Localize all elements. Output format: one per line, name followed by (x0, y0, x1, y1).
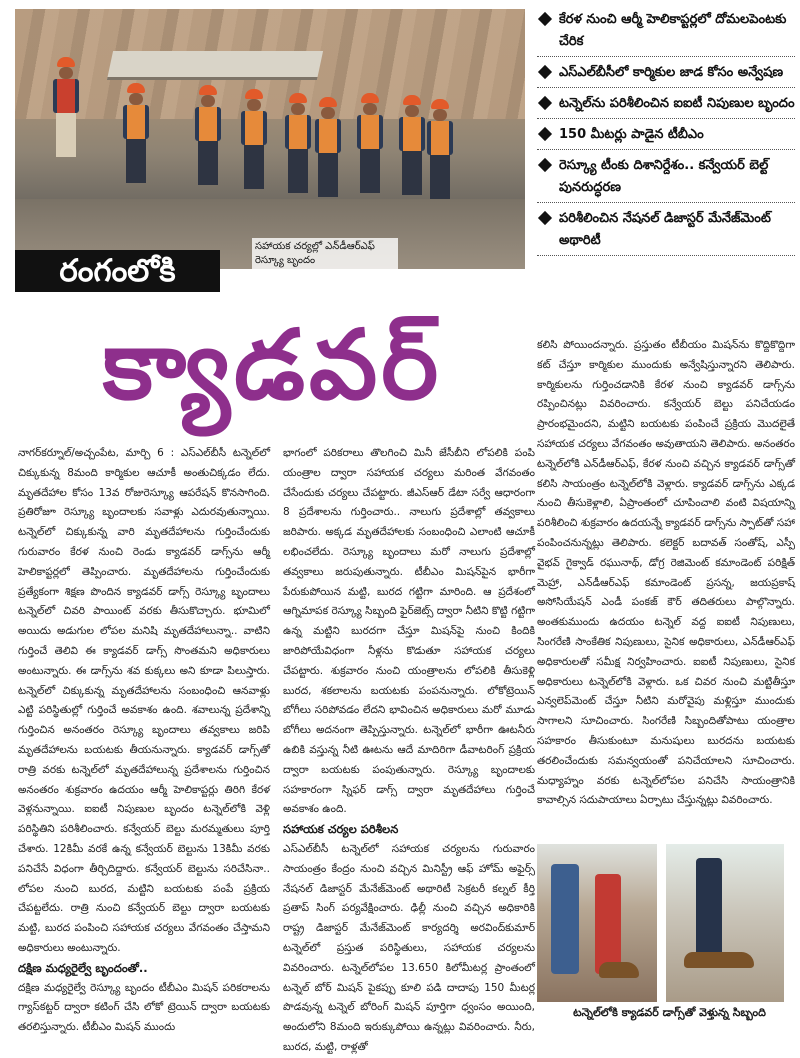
diamond-bullet-icon (538, 65, 552, 79)
section-subheading: సహాయక చర్యల పరిశీలన (283, 822, 399, 837)
diamond-bullet-icon (538, 127, 552, 141)
tag-label: రంగంలోకి (15, 250, 220, 292)
rescue-worker-figure (285, 93, 311, 193)
diamond-bullet-icon (538, 211, 552, 225)
headline: క్యాడవర్ (102, 309, 443, 421)
highlight-item: 150 మీటర్లు పాడైన టీబీఎం (537, 124, 795, 150)
diamond-bullet-icon (538, 12, 552, 26)
person-figure (551, 864, 579, 974)
highlight-item: ఎస్ఎల్‌బీసీలో కార్మికుల జాడ కోసం అన్వేషణ (537, 62, 795, 88)
highlights-list (537, 9, 795, 261)
rescue-worker-figure (357, 93, 383, 193)
rescue-worker-figure (195, 85, 221, 185)
photo-caption: సహాయక చర్యల్లో ఎన్‌డీఆర్‌ఎఫ్ రెస్క్యూ బృందం (252, 238, 398, 270)
dog-figure (599, 962, 639, 978)
cadaver-dog-photo-2 (666, 844, 784, 1002)
rescue-worker-figure (399, 95, 425, 195)
article-paragraph: ఎస్ఎల్‌బీసీ టన్నెల్‌లో సహాయక చర్యలను గురువారం సాయంత్రం కేంద్రం నుంచి వచ్చిన మినిస్ట్రీ ఆఫ్ హోమ్ అఫైర్స్ నేషనల్ డిజాస్టర్ మేనేజ్‌మెంట్ అథారిటీ సెక్రటరీ కల్నల్ కీర్తి ప్రతాప్ సింగ్ పర్యవేక్షించారు. ఢిల్లీ నుంచి వచ్చిన అధికారికి రాష్ట్ర డిజాస్టర్ మేనేజ్‌మెంట్ కార్యదర్శి అరవింద్‌కుమార్ టన్నెల్‌లో ప్రస్తుత పరిస్థితులు, సహాయక చర్యలను వివరించారు. టన్నెల్‌లోపల 13.650 కిలోమీటర్ల ప్రాంతంలో టన్నెల్ బోర్ మిషన్ పైకప్పు కూలి పడి దాదాపు 150 మీటర్ల పొడవున్న టన్నెల్ బోరింగ్ మిషన్ పూర్తిగా ధ్వంసం అయింది, అందులోని 8మంది ఇరుక్కుపోయి ఉన్నట్లు వివరించారు. నీరు, బురద, మట్టి, రాళ్లతో (283, 842, 535, 1053)
article-paragraph: కలిసి పోయిందన్నారు. ప్రస్తుతం టీబీయం మిషన్‌ను కొద్దికొద్దిగా కట్ చేస్తూ కార్మికుల ముందుకు అన్వేషిస్తున్నారని తెలిపారు. కార్మికులను గుర్తించడానికి కేరళ నుంచి క్యాడవర్ డాగ్స్‌ను రప్పించినట్లు వివరించారు. కన్వేయర్ బెల్టు పనిచేయడం ప్రారంభమైందని, మట్టిని బయటకు పంపించే ప్రక్రియ మొదలైతే సహాయక చర్యలు వేగవంతం అవుతాయని తెలిపారు. అనంతరం టన్నెల్‌లోకి ఎన్‌డీఆర్‌ఎఫ్, కేరళ నుంచి వచ్చిన క్యాడవర్ డాగ్స్‌తో కలిసి సాయంత్రం టన్నెల్‌లోకి వెళ్లారు. క్యాడవర్ డాగ్స్‌ను ఎక్కడ నుంచి తీసుకెళ్లాలి, ఏప్రాంతంలో చూపించాలి వంటి విషయాన్ని పరిశీలించి శుక్రవారం ఉదయన్నే క్యాడవర్ డాగ్స్‌ను స్పాట్‌తో సహా పంపించనున్నట్లు తెలిపారు. కలెక్టర్ బదావత్ సంతోష్, ఎస్పీ వైభవ్ గైక్వాడ్ రఘునాథ్, డోగ్ర రెజిమెంట్ కమాండెంట్ పరిక్షిత్ మెహ్రా, ఎన్‌డీఆర్‌ఎఫ్ కమాండెంట్ ప్రసన్న, జయప్రకాష్ అసోసియేషన్ ఎండీ పంకజ్ కౌర్ తదితరులు పాల్గొన్నారు. అంతకుముందు ఉదయం టన్నెల్ వద్ద ఐఐటీ నిపుణులు, సింగరేణి సాంకేతిక నిపుణులు, సైనిక అధికారులు, ఎన్‌డీఆర్‌ఎఫ్ అధికారులతో సమీక్ష నిర్వహించారు. ఐఐటీ నిపుణులు, సైనిక అధికారులు టన్నెల్‌లోకి వెళ్లారు. ఒక చివర నుంచి మట్టితీస్తూ ఎన్వలెప్‌మెంట్ చేస్తూ నీటిని మరోవైపు మళ్లిస్తూ ముందుకు సాగాలని సూచించారు. సింగరేణి సిబ్బందితోపాటు యంత్రాల సహకారం తీసుకుంటూ మనుషులు బురదను బయటకు తరలించేందుకు సమన్వయంతో పనిచేయాలని సూచించారు. మధ్యాహ్నం వరకు టన్నెల్‌లోపల పనిచేసి సాయంత్రానికి కావాల్సిన సదుపాయాలు ఏర్పాటు చేస్తున్నట్లు వివరించారు. (537, 339, 795, 807)
rescue-worker-figure (241, 89, 267, 189)
section-subheading: దక్షిణ మధ్యరైల్వే బృందంతో.. (18, 960, 148, 975)
diamond-bullet-icon (538, 96, 552, 110)
highlight-item: కేరళ నుంచి ఆర్మీ హెలికాప్టర్లలో దోమలపెంటకు చేరిక (537, 9, 795, 57)
article-paragraph: నాగర్‌కర్నూల్/అచ్చంపేట, మార్చి 6 : ఎస్ఎల్‌బీసీ టన్నెల్‌లో చిక్కుకున్న 8మంది కార్మికుల ఆచూకీ అంతుచిక్కడం లేదు. మృతదేహాల కోసం 13వ రోజురెస్క్యూ ఆపరేషన్ కొనసాగింది. ప్రతిరోజూ రెస్క్యూ బృందాలకు సవాళ్లు ఎదురవుతున్నాయి. టన్నెల్‌లో చిక్కుకున్న వారి మృతదేహాలను గుర్తించేందుకు గురువారం కేరళ నుంచి రెండు క్యాడవర్ డాగ్స్‌ను ఆర్మీ హెలికాప్టర్లలో తెప్పించారు. మృతదేహాలను గుర్తించేందుకు ప్రత్యేకంగా శిక్షణ పొందిన క్యాడవర్ డాగ్స్ రెస్క్యూ బృందాలు టన్నెల్‌లో చివరి పాయింట్ వరకు తీసుకొచ్చారు. భూమిలో అయిదు అడుగుల లోపల మనిషి మృతదేహాలున్నా.. వాటిని గుర్తించే తెలివి ఈ క్యాడవర్ డాగ్స్ సొంతమని అధికారులు అంటున్నారు. ఈ డాగ్స్‌ను శవ కుక్కలు అని కూడా పిలుస్తారు. టన్నెల్‌లో చిక్కుకున్న మృతదేహాలను సంబంధించి ఆనవాళ్లు ఎట్టి పరిస్థితుల్లో గుర్తించే అవకాశం ఉంది. శవాలున్న ప్రదేశాన్ని గుర్తించిన అనంతరం రెస్క్యూ బృందాలు తవ్వకాలు జరిపి మృతదేహాలను బయటకు తీయనున్నారు. క్యాడవర్ డాగ్స్‌తో రాత్రి వరకు టన్నెల్‌లో మృతదేహాలున్న ప్రదేశాలను గుర్తించిన అనంతరం శుక్రవారం ఉదయం ఆర్మీ హెలికాప్టర్లు తిరిగి కేరళ వెళ్లనున్నాయి. ఐఐటీ నిపుణుల బృందం టన్నెల్‌లోకి వెళ్లి పరిస్థితిని పరిశీలించారు. కన్వేయర్ బెల్టు మరమ్మతులు పూర్తి చేశారు. 12కిమీ వరకే ఉన్న కన్వేయర్ బెల్టును 13కిమీ వరకు పనిచేసే విధంగా తీర్చిదిద్దారు. కన్వేయర్ బెల్టును సరిచేసినా.. లోపల నుంచి బురద, మట్టిని బయటకు పంపే ప్రక్రియ చేపట్టలేదు. రాత్రి నుంచి కన్వేయర్ బెల్టు ద్వారా బయటకు మట్టి, బురద పంపించి సహాయక చర్యలు వేగవంతం చేస్తామని అధికారులు అంటున్నారు. (18, 447, 270, 954)
article-column-3 (537, 336, 795, 811)
highlight-item: టన్నెల్‌ను పరిశీలించిన ఐఐటీ నిపుణుల బృందం (537, 93, 795, 119)
person-figure (696, 858, 722, 958)
dog-figure (684, 952, 754, 968)
rescue-worker-figure (315, 97, 341, 197)
article-column-1 (18, 444, 270, 1038)
article-paragraph: భాగంలో పరికరాలు తొలగించి మినీ జేసీబీని లోపలికి పంపి యంత్రాల ద్వారా సహాయక చర్యలు మరింత వేగవంతం చేసేందుకు చర్యలు చేపట్టారు. జీఎస్ఆర్ డేటా సర్వే ఆధారంగా 8 ప్రదేశాలను గుర్తించారు.. నాలుగు ప్రదేశాల్లో తవ్వకాలు జరిపారు. అక్కడ మృతదేహాలకు సంబంధించి ఎలాంటి ఆచూకీ లభించలేదు. రెస్క్యూ బృందాలు మరో నాలుగు ప్రదేశాల్లో తవ్వకాలు జరుపుతున్నారు. టీబీఎం మిషన్‌పైన భారీగా పేరుకుపోయిన మట్టి, బురద గట్టిగా మారింది. ఆ ప్రదేశంలో ఆగ్నిమాపక రెస్క్యూ సిబ్బంది ఫైర్‌జెట్స్ ద్వారా నీటిని కొట్టి గట్టిగా ఉన్న మట్టిని బురదగా చేస్తూ మిషన్‌పై నుంచి కిందికి జారిపోయేవిధంగా నీళ్లను కొడుతూ సహాయక చర్యలు చేపట్టారు. శుక్రవారం నుంచి యంత్రాలను లోపలికి తీసుకెళ్లి బురద, శకలాలను బయటకు పంపనున్నారు. లోకోట్రెయిన్ బోగీలు సరిపోవడం లేదని భావించిన అధికారులు మరో మూడు బోగీలు అదనంగా తెప్పిస్తున్నారు. టన్నెల్‌లో భారీగా ఊటనీరు ఉబికి వస్తున్న నీటి ఊటను ఆదే మాదిరిగా డీవాటరింగ్ ప్రక్రియ ద్వారా బయటకు పంపుతున్నారు. రెస్క్యూ బృందాలకు సహకారంగా స్నిఫర్ డాగ్స్ ద్వారా మృతదేహాలు గుర్తించే అవకాశం ఉంది. (283, 447, 535, 816)
tent-canopy (107, 51, 323, 80)
bottom-photo-caption: టన్నెల్‌లోకి క్యాడవర్ డాగ్స్‌తో వెళ్తున్న సిబ్బంది (573, 1006, 766, 1019)
person-figure (595, 874, 621, 974)
highlight-item: రెస్క్యూ టీంకు దిశానిర్దేశం.. కన్వేయర్ బెల్ట్ పునరుద్ధరణ (537, 155, 795, 203)
highlight-item: పరిశీలించిన నేషనల్ డిజాస్టర్ మేనేజ్‌మెంట్ అథారిటీ (537, 208, 795, 256)
rescue-team-photo (15, 9, 525, 269)
article-column-2 (283, 444, 535, 1058)
rescue-worker-figure (427, 99, 453, 199)
diamond-bullet-icon (538, 158, 552, 172)
rescue-worker-figure (123, 83, 149, 183)
cadaver-dog-photo-1 (537, 844, 657, 1002)
rescue-worker-figure (53, 57, 79, 157)
article-paragraph: దక్షిణ మధ్యరైల్వే రెస్క్యూ బృందం టీబీఎం మిషన్ పరికరాలను గ్యాస్‌కట్టర్ ద్వారా కటింగ్ చేసి లోకో ట్రెయిన్ ద్వారా బయటకు తరలిస్తున్నారు. టీబీఎం మిషన్ ముందు (18, 981, 270, 1034)
